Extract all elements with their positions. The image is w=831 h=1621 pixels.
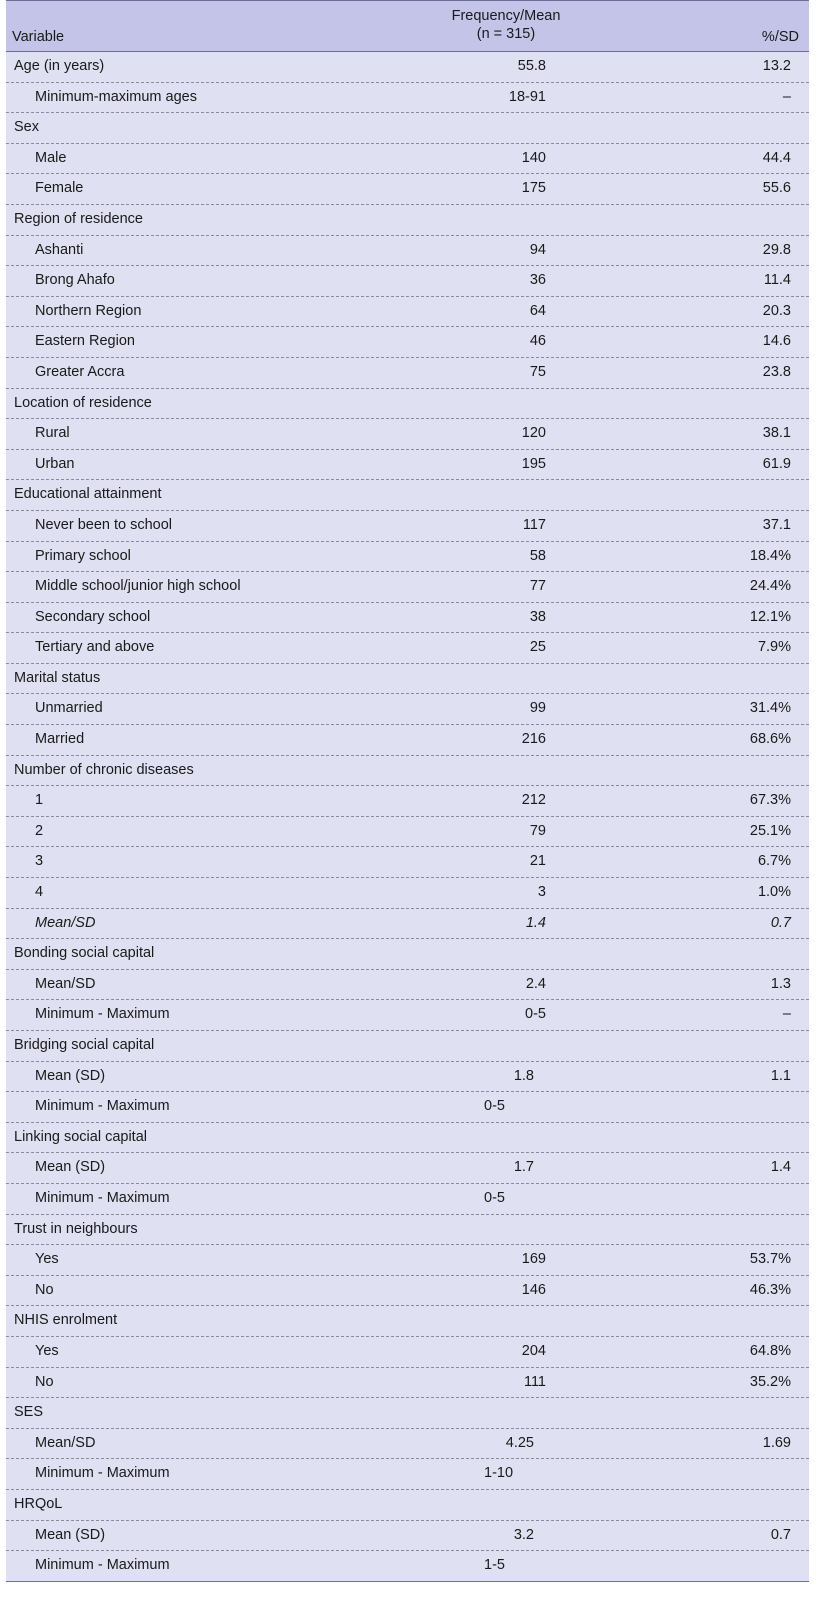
cell-variable: Northern Region xyxy=(35,302,142,319)
table-row xyxy=(6,817,809,848)
cell-frequency: 0-5 xyxy=(484,1098,505,1115)
cell-variable: Ashanti xyxy=(35,241,84,258)
cell-variable: Minimum - Maximum xyxy=(35,1189,170,1206)
cell-percent-sd: 13.2 xyxy=(762,58,791,74)
table-row xyxy=(6,511,809,542)
cell-variable: Male xyxy=(35,149,67,166)
table-row xyxy=(6,358,809,389)
cell-variable: 3 xyxy=(35,853,44,870)
cell-variable: Married xyxy=(35,731,85,748)
cell-percent-sd: – xyxy=(782,1006,791,1023)
cell-frequency: 175 xyxy=(521,180,546,197)
cell-frequency: 1.8 xyxy=(513,1067,534,1084)
cell-percent-sd: 20.3 xyxy=(762,302,791,319)
cell-frequency: 79 xyxy=(529,822,546,839)
cell-frequency: 46 xyxy=(529,333,546,350)
cell-frequency: 55.8 xyxy=(517,58,546,74)
characteristics-table xyxy=(6,0,809,1582)
table-body xyxy=(6,52,809,1582)
cell-frequency: 212 xyxy=(521,792,546,809)
cell-variable: Rural xyxy=(35,425,70,442)
cell-variable: Minimum - Maximum xyxy=(35,1557,170,1574)
cell-percent-sd: 46.3% xyxy=(749,1281,791,1298)
cell-frequency: 77 xyxy=(529,578,546,595)
cell-variable: Sex xyxy=(14,119,39,136)
cell-frequency: 4.25 xyxy=(505,1434,534,1451)
cell-frequency: 216 xyxy=(521,731,546,748)
cell-variable: Bridging social capital xyxy=(14,1037,155,1053)
cell-variable: Yes xyxy=(35,1251,59,1268)
cell-variable: Eastern Region xyxy=(35,333,135,350)
table-row xyxy=(6,1245,809,1276)
cell-variable: 2 xyxy=(35,822,44,839)
cell-frequency: 75 xyxy=(529,363,546,380)
table-row xyxy=(6,847,809,878)
cell-frequency: 64 xyxy=(529,302,546,319)
table-row xyxy=(6,1551,809,1582)
table-row xyxy=(6,603,809,634)
header-frequency-line2: (n = 315) xyxy=(476,26,536,42)
cell-percent-sd: 14.6 xyxy=(762,333,791,350)
cell-percent-sd: – xyxy=(782,88,791,105)
table-section-row xyxy=(6,664,809,695)
cell-frequency: 3 xyxy=(537,884,546,901)
cell-percent-sd: 53.7% xyxy=(749,1251,791,1268)
cell-variable: Number of chronic diseases xyxy=(14,761,194,778)
cell-percent-sd: 11.4 xyxy=(763,272,791,289)
cell-percent-sd: 31.4% xyxy=(749,700,791,717)
cell-variable: Age (in years) xyxy=(14,58,105,74)
cell-frequency: 1.4 xyxy=(525,914,546,931)
cell-variable: Mean/SD xyxy=(35,914,96,931)
cell-frequency: 195 xyxy=(521,455,546,472)
table-row xyxy=(6,83,809,114)
cell-frequency: 25 xyxy=(529,639,546,656)
cell-frequency: 18-91 xyxy=(508,88,546,105)
table-row xyxy=(6,1062,809,1093)
table-section-row xyxy=(6,1490,809,1521)
table-section-row xyxy=(6,113,809,144)
table-row xyxy=(6,1337,809,1368)
cell-percent-sd: 1.4 xyxy=(770,1159,791,1176)
cell-variable: Location of residence xyxy=(14,394,152,411)
table-row xyxy=(6,1000,809,1031)
cell-percent-sd: 61.9 xyxy=(762,455,791,472)
table-row xyxy=(6,297,809,328)
cell-variable: Minimum - Maximum xyxy=(35,1098,170,1115)
cell-variable: Tertiary and above xyxy=(35,639,155,656)
table-row xyxy=(6,266,809,297)
cell-frequency: 0-5 xyxy=(484,1189,505,1206)
table-row xyxy=(6,236,809,267)
table-section-row xyxy=(6,205,809,236)
cell-variable: SES xyxy=(14,1404,44,1421)
cell-variable: Urban xyxy=(35,455,75,472)
table-row xyxy=(6,1092,809,1123)
table-row xyxy=(6,1368,809,1399)
cell-variable: Middle school/junior high school xyxy=(35,578,241,595)
cell-variable: Brong Ahafo xyxy=(35,272,115,289)
cell-percent-sd: 0.7 xyxy=(770,914,791,931)
cell-variable: No xyxy=(35,1373,54,1390)
cell-percent-sd: 1.69 xyxy=(762,1434,791,1451)
table-row xyxy=(6,1459,809,1490)
cell-frequency: 94 xyxy=(529,241,546,258)
cell-percent-sd: 68.6% xyxy=(749,731,791,748)
table-row xyxy=(6,1521,809,1552)
cell-frequency: 169 xyxy=(521,1251,546,1268)
table-row xyxy=(6,1276,809,1307)
cell-percent-sd: 7.9% xyxy=(757,639,791,656)
cell-variable: Primary school xyxy=(35,547,131,564)
cell-percent-sd: 37.1 xyxy=(762,516,791,533)
cell-variable: No xyxy=(35,1281,54,1298)
cell-percent-sd: 67.3% xyxy=(749,792,791,809)
cell-frequency: 146 xyxy=(521,1281,546,1298)
cell-percent-sd: 12.1% xyxy=(749,608,791,625)
cell-frequency: 2.4 xyxy=(525,975,546,992)
cell-variable: Minimum - Maximum xyxy=(35,1465,170,1482)
cell-variable: Unmarried xyxy=(35,700,103,717)
cell-variable: Minimum - Maximum xyxy=(35,1006,170,1023)
cell-variable: Trust in neighbours xyxy=(14,1220,138,1237)
table-row xyxy=(6,694,809,725)
header-frequency-line1: Frequency/Mean xyxy=(451,8,561,24)
table-row xyxy=(6,572,809,603)
cell-variable: Linking social capital xyxy=(14,1128,147,1145)
cell-percent-sd: 1.0% xyxy=(757,884,791,901)
table-section-row xyxy=(6,52,809,83)
cell-percent-sd: 6.7% xyxy=(757,853,791,870)
table-header xyxy=(6,0,809,52)
cell-percent-sd: 44.4 xyxy=(762,149,791,166)
table-row xyxy=(6,1184,809,1215)
cell-frequency: 140 xyxy=(521,149,546,166)
table-row xyxy=(6,450,809,481)
cell-variable: 1 xyxy=(35,792,44,809)
table-section-row xyxy=(6,939,809,970)
cell-frequency: 117 xyxy=(522,516,546,533)
table-row xyxy=(6,878,809,909)
table-row xyxy=(6,144,809,175)
cell-variable: Mean (SD) xyxy=(35,1159,106,1176)
table-section-row xyxy=(6,1031,809,1062)
cell-percent-sd: 0.7 xyxy=(770,1526,791,1543)
cell-variable: Minimum-maximum ages xyxy=(35,88,197,105)
table-row xyxy=(6,1429,809,1460)
cell-percent-sd: 64.8% xyxy=(749,1342,791,1359)
header-frequency xyxy=(416,7,596,43)
table-section-row xyxy=(6,1215,809,1246)
table-row xyxy=(6,174,809,205)
cell-percent-sd: 38.1 xyxy=(762,425,791,442)
cell-frequency: 1-10 xyxy=(484,1465,514,1482)
cell-frequency: 21 xyxy=(529,853,546,870)
cell-percent-sd: 1.1 xyxy=(770,1067,791,1084)
table-row xyxy=(6,327,809,358)
cell-variable: Mean/SD xyxy=(35,975,96,992)
table-row xyxy=(6,1153,809,1184)
table-row xyxy=(6,542,809,573)
table-row xyxy=(6,725,809,756)
table-section-row xyxy=(6,1123,809,1154)
cell-variable: Secondary school xyxy=(35,608,151,625)
cell-variable: Mean (SD) xyxy=(35,1067,106,1084)
cell-variable: Mean (SD) xyxy=(35,1526,106,1543)
cell-variable: Never been to school xyxy=(35,516,173,533)
cell-frequency: 99 xyxy=(529,700,546,717)
cell-frequency: 58 xyxy=(529,547,546,564)
table-row xyxy=(6,909,809,940)
cell-frequency: 1.7 xyxy=(513,1159,534,1176)
header-variable: Variable xyxy=(12,29,65,45)
cell-frequency: 1-5 xyxy=(484,1557,505,1574)
cell-variable: Greater Accra xyxy=(35,363,125,380)
cell-variable: Yes xyxy=(35,1342,59,1359)
cell-frequency: 111 xyxy=(523,1373,546,1390)
table-row xyxy=(6,419,809,450)
cell-variable: NHIS enrolment xyxy=(14,1312,118,1329)
cell-variable: Female xyxy=(35,180,84,197)
table-row xyxy=(6,633,809,664)
table-row xyxy=(6,786,809,817)
cell-percent-sd: 18.4% xyxy=(749,547,791,564)
cell-percent-sd: 29.8 xyxy=(762,241,791,258)
table-section-row xyxy=(6,756,809,787)
cell-frequency: 0-5 xyxy=(525,1006,546,1023)
cell-frequency: 36 xyxy=(529,272,546,289)
cell-variable: Mean/SD xyxy=(35,1434,96,1451)
cell-percent-sd: 35.2% xyxy=(749,1373,791,1390)
cell-percent-sd: 1.3 xyxy=(770,975,791,992)
cell-percent-sd: 25.1% xyxy=(749,822,791,839)
table-section-row xyxy=(6,480,809,511)
cell-variable: Educational attainment xyxy=(14,486,162,503)
header-percent-sd: %/SD xyxy=(761,29,799,45)
cell-variable: Bonding social capital xyxy=(14,945,155,962)
cell-percent-sd: 23.8 xyxy=(762,363,791,380)
cell-frequency: 204 xyxy=(521,1342,546,1359)
table-row xyxy=(6,970,809,1001)
cell-frequency: 120 xyxy=(521,425,546,442)
cell-percent-sd: 24.4% xyxy=(749,578,791,595)
table-section-row xyxy=(6,1306,809,1337)
cell-variable: 4 xyxy=(35,884,44,901)
cell-percent-sd: 55.6 xyxy=(762,180,791,197)
cell-frequency: 3.2 xyxy=(513,1526,534,1543)
cell-variable: HRQoL xyxy=(14,1495,63,1512)
table-section-row xyxy=(6,389,809,420)
cell-frequency: 38 xyxy=(529,608,546,625)
cell-variable: Marital status xyxy=(14,669,101,686)
table-section-row xyxy=(6,1398,809,1429)
cell-variable: Region of residence xyxy=(14,210,143,227)
